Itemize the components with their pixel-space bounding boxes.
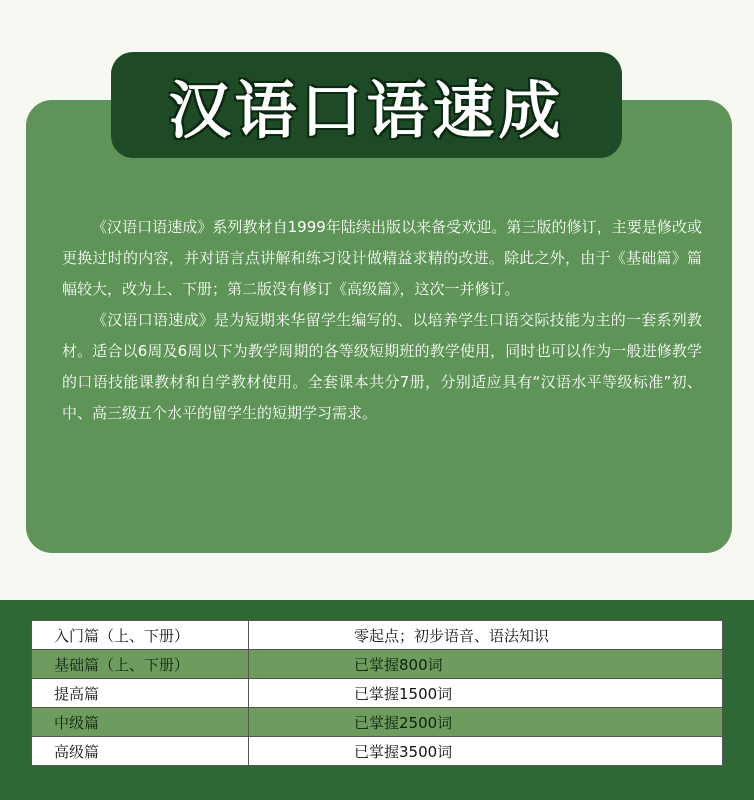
level-name: 高级篇 [32,737,249,766]
level-requirement: 已掌握2500词 [249,708,723,737]
table-row [32,650,723,679]
table-row [32,621,723,650]
table-row [32,679,723,708]
level-requirement: 已掌握1500词 [249,679,723,708]
level-name: 基础篇（上、下册） [32,650,249,679]
level-requirement: 零起点；初步语音、语法知识 [249,621,723,650]
level-name: 提高篇 [32,679,249,708]
page-title: 汉语口语速成 [168,73,565,147]
level-requirement: 已掌握800词 [249,650,723,679]
table-row [32,737,723,766]
level-name: 中级篇 [32,708,249,737]
level-requirement: 已掌握3500词 [249,737,723,766]
intro-text [62,212,702,429]
title-banner [111,52,622,158]
level-table [31,620,723,766]
intro-paragraph-1: 《汉语口语速成》系列教材自1999年陆续出版以来备受欢迎。第三版的修订，主要是修改或更换过时的内容，并对语言点讲解和练习设计做精益求精的改进。除此之外，由于《基础篇》篇幅较大，改为上、下册；第二版没有修订《高级篇》，这次一并修订。 [62,218,702,298]
level-name: 入门篇（上、下册） [32,621,249,650]
intro-paragraph-2: 《汉语口语速成》是为短期来华留学生编写的、以培养学生口语交际技能为主的一套系列教材。适合以6周及6周以下为教学周期的各等级短期班的教学使用，同时也可以作为一般进修教学的口语技能课教材和自学教材使用。全套课本共分7册，分别适应具有“汉语水平等级标准”初、中、高三级五个水平的留学生的短期学习需求。 [62,311,702,422]
table-row [32,708,723,737]
